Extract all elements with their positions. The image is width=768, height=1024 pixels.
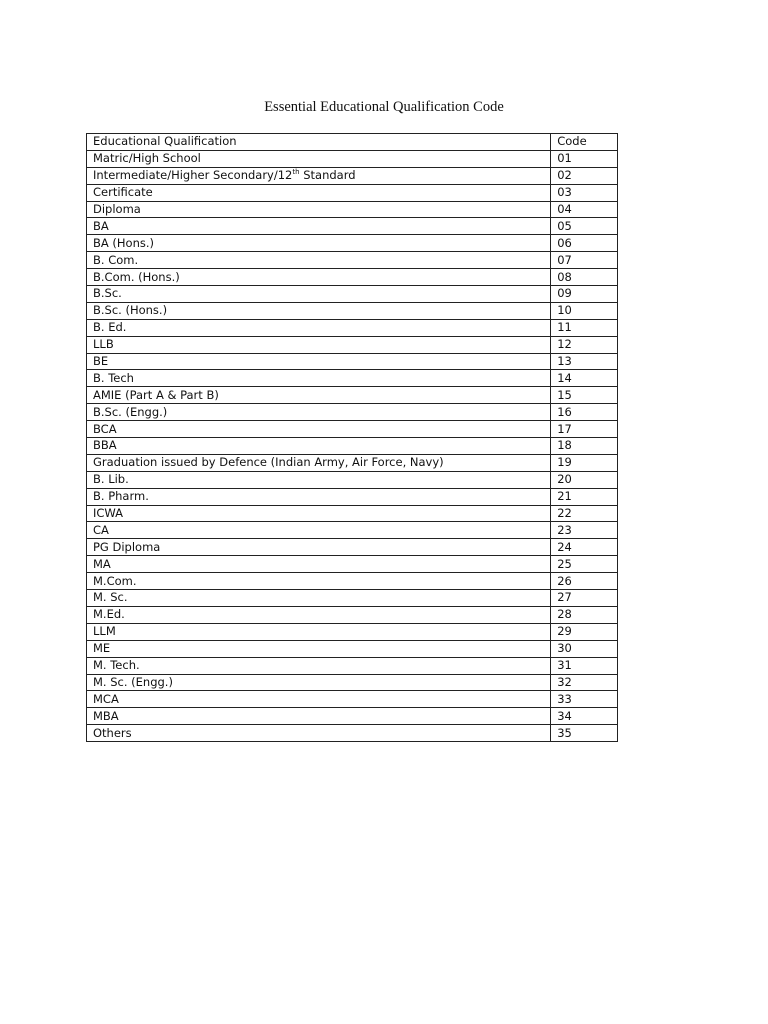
qualification-cell [87, 505, 551, 522]
code-cell: 07 [551, 252, 618, 269]
code-cell: 23 [551, 522, 618, 539]
table-row [87, 488, 618, 505]
code-cell: 08 [551, 269, 618, 286]
qualification-cell [87, 640, 551, 657]
qualification-text: Matric/High School [93, 151, 201, 166]
table-row [87, 387, 618, 404]
header-educational-qualification: Educational Qualification [87, 134, 551, 151]
code-cell: 01 [551, 150, 618, 167]
qualification-text: Intermediate/Higher Secondary/12 [93, 168, 293, 183]
qualification-text: MA [93, 556, 111, 571]
qualification-text: Certificate [93, 185, 153, 200]
qualification-text: M. Sc. [93, 590, 128, 605]
header-code: Code [551, 134, 618, 151]
qualification-cell [87, 201, 551, 218]
code-cell: 13 [551, 353, 618, 370]
qualification-cell [87, 370, 551, 387]
superscript-text: th [292, 168, 300, 177]
code-cell: 30 [551, 640, 618, 657]
table-row [87, 269, 618, 286]
code-cell: 15 [551, 387, 618, 404]
code-cell: 14 [551, 370, 618, 387]
qualification-text: ICWA [93, 506, 124, 521]
qualification-text: Diploma [93, 202, 141, 216]
code-cell: 26 [551, 573, 618, 590]
qualification-text: LLM [93, 624, 116, 639]
qualification-text: M. Tech. [93, 658, 140, 673]
qualification-cell [87, 319, 551, 336]
code-cell: 18 [551, 438, 618, 455]
qualification-cell [87, 184, 551, 201]
table-row [87, 167, 618, 184]
table-row [87, 522, 618, 539]
qualification-cell [87, 269, 551, 286]
qualification-cell [87, 302, 551, 319]
qualification-cell [87, 657, 551, 674]
code-cell: 32 [551, 674, 618, 691]
code-cell: 27 [551, 590, 618, 607]
qualification-text: Others [93, 725, 132, 740]
code-cell: 17 [551, 421, 618, 438]
qualification-cell [87, 522, 551, 539]
qualification-cell [87, 471, 551, 488]
code-cell: 33 [551, 691, 618, 708]
qualification-text: M.Ed. [93, 607, 125, 622]
table-row [87, 556, 618, 573]
table-row [87, 184, 618, 201]
qualification-text: BCA [93, 421, 117, 436]
code-cell: 25 [551, 556, 618, 573]
table-row [87, 218, 618, 235]
code-cell: 10 [551, 302, 618, 319]
table-row [87, 505, 618, 522]
code-cell: 20 [551, 471, 618, 488]
table-row [87, 370, 618, 387]
qualification-text: BE [93, 354, 109, 369]
table-row [87, 252, 618, 269]
table-row [87, 302, 618, 319]
qualification-cell [87, 404, 551, 421]
table-row [87, 235, 618, 252]
table-row [87, 539, 618, 556]
qualification-text: B.Sc. [93, 286, 122, 301]
table-row [87, 404, 618, 421]
qualification-text: B.Com. (Hons.) [93, 269, 180, 284]
code-cell: 31 [551, 657, 618, 674]
qualification-text: AMIE (Part A & Part B) [93, 387, 219, 402]
table-row [87, 590, 618, 607]
table-row [87, 454, 618, 471]
qualification-text: B.Sc. (Hons.) [93, 303, 168, 318]
qualification-text-suffix: Standard [299, 168, 356, 183]
qualification-code-table [86, 133, 618, 742]
qualification-cell [87, 590, 551, 607]
qualification-cell [87, 674, 551, 691]
qualification-cell [87, 286, 551, 303]
table-row [87, 674, 618, 691]
qualification-cell [87, 606, 551, 623]
code-cell: 22 [551, 505, 618, 522]
code-cell: 28 [551, 606, 618, 623]
qualification-text: M. Sc. (Engg.) [93, 674, 173, 689]
table-header-row [87, 134, 618, 151]
table-row [87, 640, 618, 657]
code-cell: 03 [551, 184, 618, 201]
table-row [87, 421, 618, 438]
qualification-text: B. Lib. [93, 472, 129, 487]
code-cell: 35 [551, 725, 618, 742]
table-row [87, 150, 618, 167]
code-cell: 21 [551, 488, 618, 505]
qualification-cell [87, 218, 551, 235]
qualification-cell [87, 556, 551, 573]
code-cell: 09 [551, 286, 618, 303]
qualification-cell [87, 539, 551, 556]
qualification-text: Graduation issued by Defence (Indian Army, Air Force, Navy) [93, 455, 444, 470]
code-cell: 16 [551, 404, 618, 421]
qualification-cell [87, 725, 551, 742]
table-row [87, 691, 618, 708]
qualification-text: BBA [93, 438, 117, 453]
code-cell: 34 [551, 708, 618, 725]
document-title: Essential Educational Qualification Code [264, 99, 504, 115]
qualification-cell [87, 353, 551, 370]
qualification-text: B. Com. [93, 252, 139, 267]
table-row [87, 725, 618, 742]
qualification-cell [87, 623, 551, 640]
qualification-text: BA [93, 218, 109, 233]
table-row [87, 319, 618, 336]
qualification-cell [87, 691, 551, 708]
qualification-cell [87, 708, 551, 725]
qualification-text: MCA [93, 691, 119, 706]
qualification-text: M.Com. [93, 573, 137, 588]
qualification-text: B.Sc. (Engg.) [93, 404, 168, 419]
table-row [87, 353, 618, 370]
qualification-text: BA (Hons.) [93, 235, 155, 250]
table-row [87, 286, 618, 303]
code-cell: 06 [551, 235, 618, 252]
qualification-cell [87, 167, 551, 184]
table-row [87, 201, 618, 218]
qualification-text: LLB [93, 337, 114, 352]
code-cell: 11 [551, 319, 618, 336]
qualification-text: B. Pharm. [93, 489, 149, 504]
code-cell: 29 [551, 623, 618, 640]
table-row [87, 573, 618, 590]
qualification-text: CA [93, 522, 109, 537]
code-cell: 19 [551, 454, 618, 471]
table-row [87, 606, 618, 623]
qualification-text: B. Ed. [93, 320, 127, 335]
qualification-cell [87, 336, 551, 353]
table-row [87, 708, 618, 725]
qualification-cell [87, 488, 551, 505]
code-cell: 04 [551, 201, 618, 218]
code-cell: 12 [551, 336, 618, 353]
qualification-cell [87, 421, 551, 438]
qualification-cell [87, 150, 551, 167]
qualification-cell [87, 252, 551, 269]
table-row [87, 438, 618, 455]
qualification-text: MBA [93, 708, 119, 723]
qualification-text: B. Tech [93, 370, 134, 385]
qualification-cell [87, 573, 551, 590]
table-row [87, 657, 618, 674]
code-cell: 02 [551, 167, 618, 184]
qualification-text: PG Diploma [93, 539, 161, 554]
code-cell: 24 [551, 539, 618, 556]
table-row [87, 336, 618, 353]
qualification-cell [87, 235, 551, 252]
qualification-cell [87, 438, 551, 455]
qualification-text: ME [93, 641, 111, 656]
qualification-cell [87, 387, 551, 404]
table-row [87, 623, 618, 640]
table-row [87, 471, 618, 488]
qualification-cell [87, 454, 551, 471]
code-cell: 05 [551, 218, 618, 235]
